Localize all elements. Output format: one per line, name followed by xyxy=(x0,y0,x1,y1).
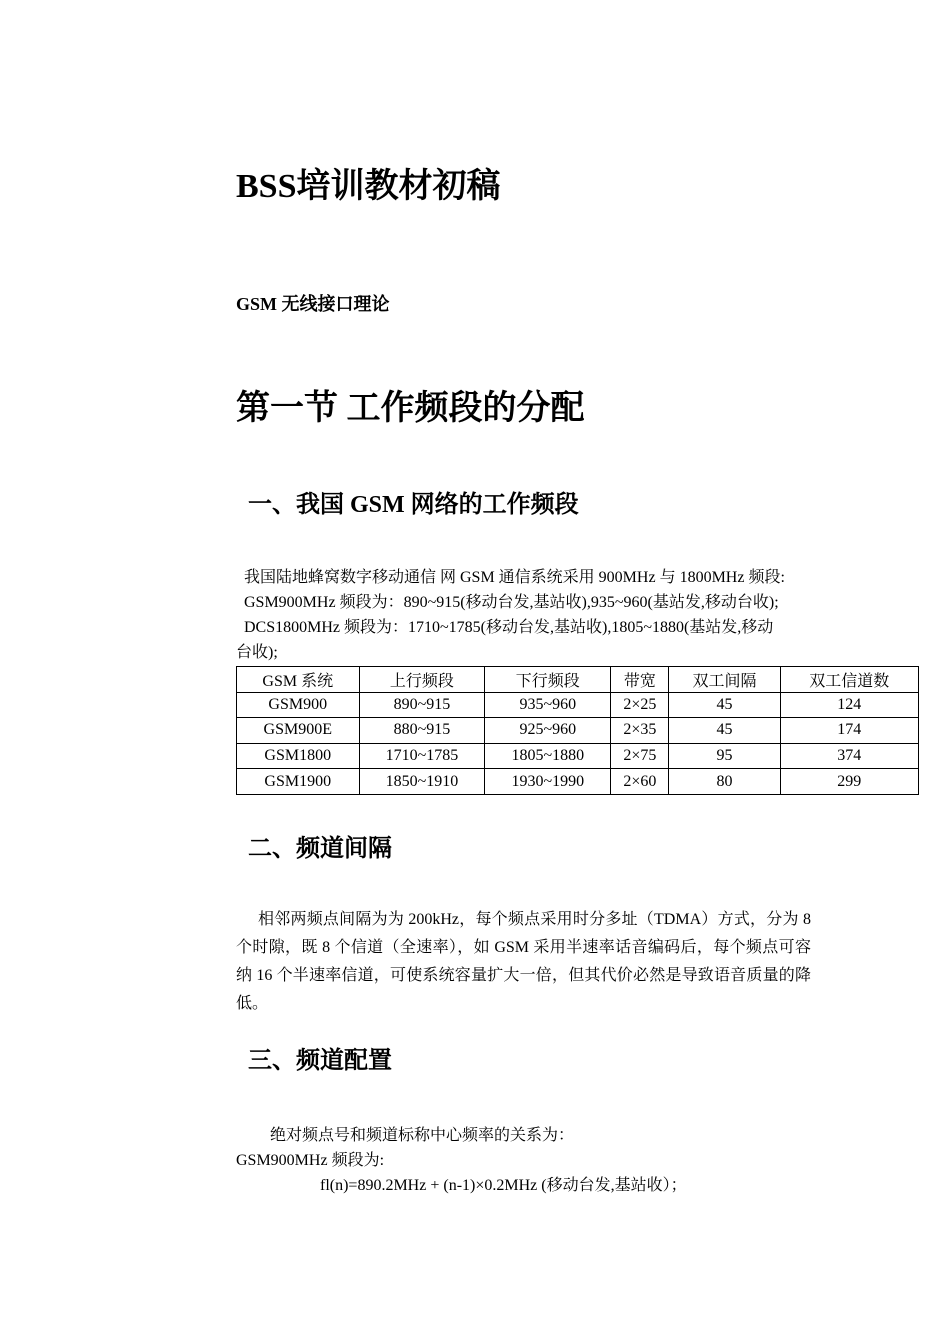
table-cell: GSM1900 xyxy=(237,769,360,795)
table-cell: GSM1800 xyxy=(237,743,360,769)
table-cell: 374 xyxy=(780,743,918,769)
table-cell: 1930~1990 xyxy=(485,769,611,795)
table-cell: GSM900 xyxy=(237,692,360,718)
table-cell: 935~960 xyxy=(485,692,611,718)
col-header: 上行频段 xyxy=(359,667,485,693)
table-cell: 2×75 xyxy=(611,743,669,769)
section1-line: 我国陆地蜂窝数字移动通信 网 GSM 通信系统采用 900MHz 与 1800MHz 频段: xyxy=(244,569,785,586)
section3-heading: 三、频道配置 xyxy=(248,1048,392,1074)
table-cell: 925~960 xyxy=(485,718,611,744)
table-cell: 45 xyxy=(669,718,780,744)
table-cell: 2×25 xyxy=(611,692,669,718)
table-cell: 124 xyxy=(780,692,918,718)
table-cell: 1710~1785 xyxy=(359,743,485,769)
col-header: 带宽 xyxy=(611,667,669,693)
table-cell: GSM900E xyxy=(237,718,360,744)
section3-band-label: GSM900MHz 频段为: xyxy=(236,1152,385,1169)
table-cell: 1805~1880 xyxy=(485,743,611,769)
section1-line: 台收); xyxy=(236,644,278,661)
section1-heading: 一、我国 GSM 网络的工作频段 xyxy=(248,492,579,518)
col-header: 双工信道数 xyxy=(780,667,918,693)
table-row xyxy=(237,769,919,795)
col-header: 双工间隔 xyxy=(669,667,780,693)
section2-heading: 二、频道间隔 xyxy=(248,836,392,862)
table-cell: 880~915 xyxy=(359,718,485,744)
table-row xyxy=(237,692,919,718)
table-row xyxy=(237,743,919,769)
section2-paragraph: 相邻两频点间隔为为 200kHz，每个频点采用时分多址（TDMA）方式，分为 8 个时隙，既 8 个信道（全速率），如 GSM 采用半速率话音编码后，每个频点可容纳 16 个半速率信道，可使系统容量扩大一倍，但其代价必然是导致语音质量的降低。 xyxy=(236,911,811,1012)
table-cell: 80 xyxy=(669,769,780,795)
chapter-title: 第一节 工作频段的分配 xyxy=(236,390,585,427)
col-header: 下行频段 xyxy=(485,667,611,693)
frequency-band-table xyxy=(236,666,919,795)
table-cell: 299 xyxy=(780,769,918,795)
table-cell: 174 xyxy=(780,718,918,744)
col-header: GSM 系统 xyxy=(237,667,360,693)
document-title: BSS培训教材初稿 xyxy=(236,168,501,205)
table-cell: 45 xyxy=(669,692,780,718)
table-cell: 2×35 xyxy=(611,718,669,744)
section1-line: GSM900MHz 频段为：890~915(移动台发,基站收),935~960(基站发,移动台收); xyxy=(244,594,779,611)
table-cell: 1850~1910 xyxy=(359,769,485,795)
table-cell: 95 xyxy=(669,743,780,769)
section1-line: DCS1800MHz 频段为：1710~1785(移动台发,基站收),1805~1880(基站发,移动 xyxy=(244,619,774,636)
section3-formula: fl(n)=890.2MHz + (n-1)×0.2MHz (移动台发,基站收）； xyxy=(320,1177,687,1194)
document-subtitle: GSM 无线接口理论 xyxy=(236,294,390,314)
table-header-row xyxy=(237,667,919,693)
table-cell: 890~915 xyxy=(359,692,485,718)
section3-intro: 绝对频点号和频道标称中心频率的关系为： xyxy=(270,1127,575,1144)
table-row xyxy=(237,718,919,744)
table-cell: 2×60 xyxy=(611,769,669,795)
